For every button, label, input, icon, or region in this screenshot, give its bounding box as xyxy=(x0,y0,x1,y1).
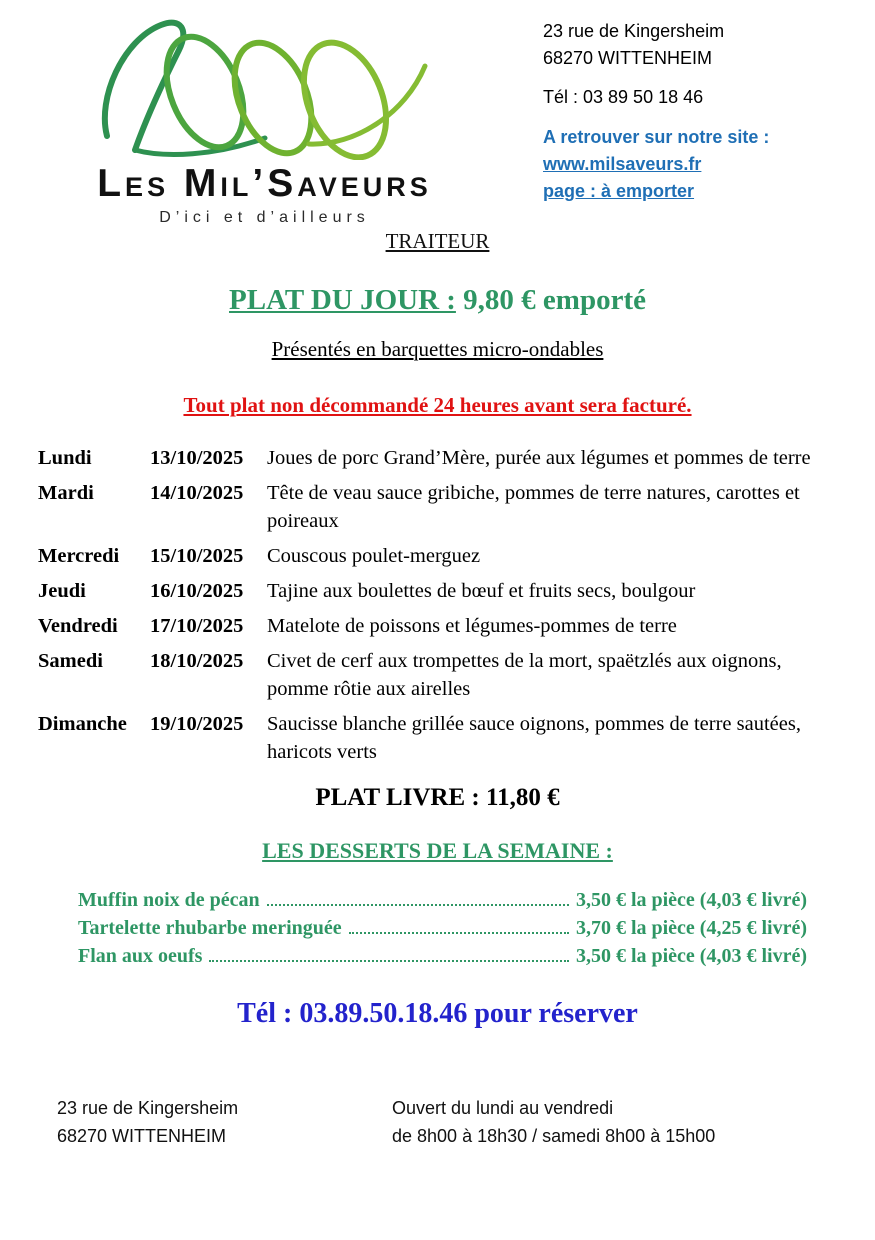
dot-leader xyxy=(209,960,568,962)
desserts-heading: LES DESSERTS DE LA SEMAINE : xyxy=(262,838,613,863)
day-label: Mardi xyxy=(38,482,94,504)
day-label: Jeudi xyxy=(38,580,86,602)
dessert-price: 3,50 € la pièce (4,03 € livré) xyxy=(575,945,807,967)
footer-hours xyxy=(392,1094,715,1150)
dessert-name: Tartelette rhubarbe meringuée xyxy=(78,917,342,939)
date-label: 14/10/2025 xyxy=(150,482,244,504)
desserts-list xyxy=(78,886,807,970)
logo-swirl-icon xyxy=(52,18,477,160)
plat-du-jour-heading xyxy=(0,284,875,317)
day-label: Dimanche xyxy=(38,713,127,735)
dish-text: Couscous poulet-merguez xyxy=(267,545,481,567)
weekly-menu-table xyxy=(38,444,847,766)
footer-hours-line2: de 8h00 à 18h30 / samedi 8h00 à 15h00 xyxy=(392,1126,716,1146)
menu-row-monday xyxy=(38,444,847,472)
dessert-price: 3,70 € la pièce (4,25 € livré) xyxy=(575,917,807,939)
date-label: 15/10/2025 xyxy=(150,545,244,567)
dish-text: Tajine aux boulettes de bœuf et fruits secs, boulgour xyxy=(267,580,696,602)
logo-subtitle-traiteur: TRAITEUR xyxy=(385,229,490,253)
date-label: 18/10/2025 xyxy=(150,650,244,672)
contact-address-line1: 23 rue de Kingersheim xyxy=(543,21,725,41)
site-intro: A retrouver sur notre site : xyxy=(543,127,770,147)
dessert-name: Muffin noix de pécan xyxy=(78,889,260,911)
packaging-subtitle: Présentés en barquettes micro-ondables xyxy=(271,337,604,361)
logo xyxy=(52,18,477,227)
menu-row-sunday xyxy=(38,710,847,766)
dish-text: Matelote de poissons et légumes-pommes de terre xyxy=(267,615,677,637)
dessert-price: 3,50 € la pièce (4,03 € livré) xyxy=(575,889,807,911)
plat-livre-heading: PLAT LIVRE : 11,80 € xyxy=(315,784,560,811)
date-label: 19/10/2025 xyxy=(150,713,244,735)
site-page-link[interactable]: page : à emporter xyxy=(543,181,695,201)
dish-text: Civet de cerf aux trompettes de la mort, spaëtzlés aux oignons, pomme rôtie aux airelles xyxy=(267,650,782,700)
contact-block xyxy=(543,18,863,205)
date-label: 16/10/2025 xyxy=(150,580,244,602)
logo-tagline: D’ici et d’ailleurs xyxy=(159,209,370,226)
dessert-item xyxy=(78,886,807,914)
contact-phone: Tél : 03 89 50 18 46 xyxy=(543,87,704,107)
footer-address-line1: 23 rue de Kingersheim xyxy=(57,1098,239,1118)
plat-du-jour-label: PLAT DU JOUR : xyxy=(229,284,456,316)
cancellation-warning: Tout plat non décommandé 24 heures avant sera facturé. xyxy=(183,393,692,417)
contact-address-line2: 68270 WITTENHEIM xyxy=(543,48,713,68)
menu-row-friday xyxy=(38,612,847,640)
dish-text: Saucisse blanche grillée sauce oignons, pommes de terre sautées, haricots verts xyxy=(267,713,801,763)
day-label: Lundi xyxy=(38,447,92,469)
menu-row-tuesday xyxy=(38,479,847,535)
dot-leader xyxy=(267,904,569,906)
footer-address xyxy=(57,1094,238,1150)
date-label: 17/10/2025 xyxy=(150,615,244,637)
menu-row-saturday xyxy=(38,647,847,703)
reservation-phone-line: Tél : 03.89.50.18.46 pour réserver xyxy=(237,998,638,1029)
site-url-link[interactable]: www.milsaveurs.fr xyxy=(543,154,702,174)
date-label: 13/10/2025 xyxy=(150,447,244,469)
day-label: Mercredi xyxy=(38,545,120,567)
dish-text: Joues de porc Grand’Mère, purée aux légumes et pommes de terre xyxy=(267,447,811,469)
logo-wordmark: Les Mil’Saveurs xyxy=(97,162,432,205)
dessert-name: Flan aux oeufs xyxy=(78,945,203,967)
day-label: Samedi xyxy=(38,650,103,672)
dessert-item xyxy=(78,942,807,970)
menu-row-wednesday xyxy=(38,542,847,570)
footer-hours-line1: Ouvert du lundi au vendredi xyxy=(392,1098,614,1118)
menu-row-thursday xyxy=(38,577,847,605)
header xyxy=(0,0,875,270)
footer-address-line2: 68270 WITTENHEIM xyxy=(57,1126,227,1146)
dot-leader xyxy=(349,932,569,934)
dessert-item xyxy=(78,914,807,942)
plat-du-jour-price: 9,80 € emporté xyxy=(455,284,646,316)
day-label: Vendredi xyxy=(38,615,118,637)
dish-text: Tête de veau sauce gribiche, pommes de terre natures, carottes et poireaux xyxy=(267,482,800,532)
